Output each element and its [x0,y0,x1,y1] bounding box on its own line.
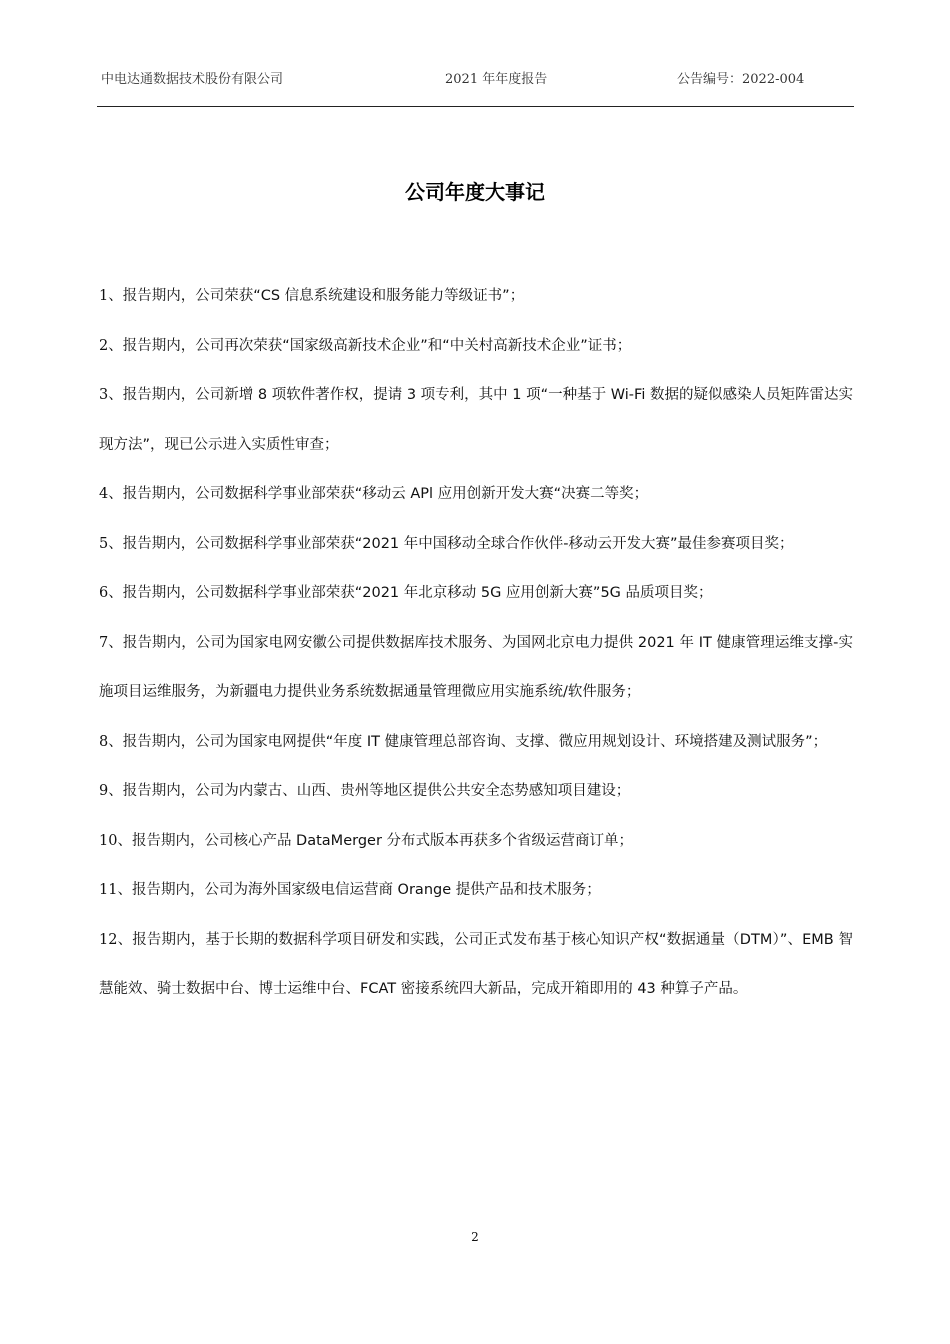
page-number: 2 [471,1230,479,1244]
event-item [99,569,853,619]
event-text: 报告期内，公司荣获“CS 信息系统建设和服务能力等级证书”； [122,288,525,304]
event-number: 10、 [99,832,132,849]
event-number: 2、 [99,337,123,354]
event-number: 11、 [99,882,132,898]
header-company-name: 中电达通数据技术股份有限公司 [101,72,284,87]
event-item [99,371,853,470]
event-number: 9、 [99,783,123,799]
event-item [99,520,853,570]
event-text: 报告期内，公司数据科学事业部荣获“2021 年北京移动 5G 应用创新大赛”5G 品质项目奖； [122,585,713,601]
event-text: 报告期内，公司为国家电网安徽公司提供数据库技术服务、为国网北京电力提供 2021 年 IT 健康管理运维支撑-实施项目运维服务，为新疆电力提供业务系统数据通量管理微应用实施系统/软件服务； [99,634,853,700]
event-number: 6、 [99,585,123,601]
event-item [99,718,853,768]
event-number: 5、 [99,535,123,552]
event-number: 7、 [99,634,123,651]
event-number: 1、 [99,288,123,304]
event-text: 报告期内，公司核心产品 DataMerger 分布式版本再获多个省级运营商订单； [131,832,634,849]
event-number: 3、 [99,387,123,403]
page-header [97,62,854,107]
event-text: 报告期内，公司为国家电网提供“年度 IT 健康管理总部咨询、支撑、微应用规划设计、环境搭建及测试服务”； [122,733,828,750]
event-text: 报告期内，公司新增 8 项软件著作权，提请 3 项专利，其中 1 项“一种基于 Wi-Fi 数据的疑似感染人员矩阵雷达实现方法”，现已公示进入实质性审查； [99,387,853,453]
events-list [99,272,853,1015]
event-item [99,916,853,1015]
header-notice-number: 公告编号：2022-004 [677,72,805,87]
event-item [99,619,853,718]
event-text: 报告期内，公司为内蒙古、山西、贵州等地区提供公共安全态势感知项目建设； [122,783,631,799]
event-text: 报告期内，公司为海外国家级电信运营商 Orange 提供产品和技术服务； [131,882,601,898]
event-number: 8、 [99,733,123,750]
event-item [99,817,853,867]
event-text: 报告期内，基于长期的数据科学项目研发和实践，公司正式发布基于核心知识产权“数据通量（DTM）”、EMB 智慧能效、骑士数据中台、博士运维中台、FCAT 密接系统四大新品，完成开箱即用的 43 种算子产品。 [99,931,853,997]
event-item [99,767,853,817]
page-title: 公司年度大事记 [405,180,545,204]
event-text: 报告期内，公司数据科学事业部荣获“2021 年中国移动全球合作伙伴-移动云开发大赛”最佳参赛项目奖； [122,535,794,552]
event-item [99,272,853,322]
header-report-title: 2021 年年度报告 [445,72,548,87]
event-text: 报告期内，公司再次荣获“国家级高新技术企业”和“中关村高新技术企业”证书； [122,337,632,354]
event-text: 报告期内，公司数据科学事业部荣获“移动云 APl 应用创新开发大赛“决赛二等奖； [122,486,649,502]
event-item [99,470,853,520]
event-item [99,322,853,372]
event-item [99,866,853,916]
event-number: 12、 [99,931,133,948]
event-number: 4、 [99,486,123,502]
